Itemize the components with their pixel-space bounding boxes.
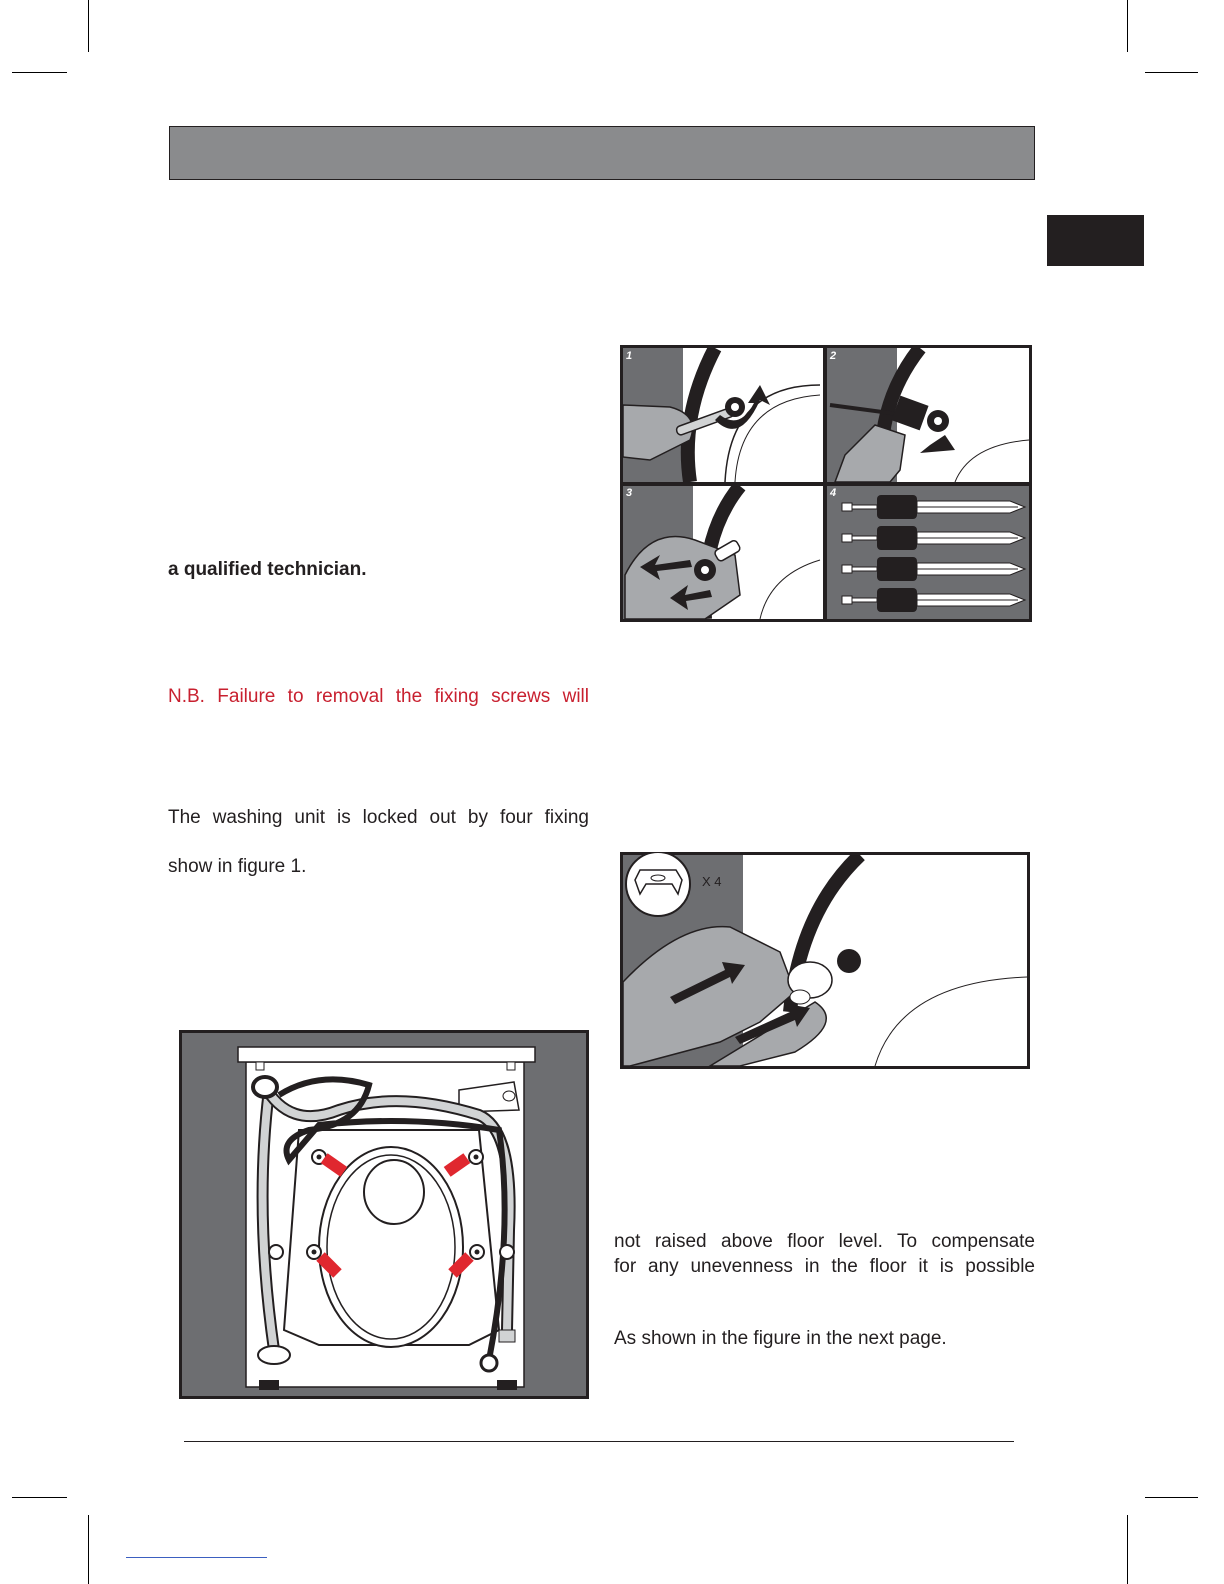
step-label-4: 4 <box>830 487 837 499</box>
step-label-3: 3 <box>626 487 633 499</box>
screw-removal-steps-illustration <box>620 345 1032 622</box>
rear-view-figure <box>179 1030 589 1399</box>
step-2-panel <box>827 348 1029 482</box>
step-label-1: 1 <box>626 350 633 362</box>
cap-detail-inset <box>626 852 690 916</box>
cap-insertion-illustration <box>620 852 1030 1069</box>
crop-mark <box>1127 1515 1128 1584</box>
figure-reference: show in figure 1. <box>168 856 307 877</box>
warning-note: N.B. Failure to removal the fixing screws will <box>168 686 589 707</box>
step-label-2: 2 <box>830 350 837 362</box>
section-header-bar <box>169 126 1035 180</box>
cap-quantity-label: X 4 <box>702 874 722 889</box>
language-side-tab <box>1047 215 1144 266</box>
level-paragraph-line-1: not raised above floor level. To compensate <box>614 1231 1035 1252</box>
cap-insertion-figure <box>620 852 1030 1069</box>
next-page-note: As shown in the figure in the next page. <box>614 1328 947 1349</box>
crop-mark <box>88 1515 89 1584</box>
crop-mark <box>88 0 89 52</box>
crop-mark <box>12 1497 67 1498</box>
footer-rule <box>184 1441 1014 1442</box>
crop-mark <box>1145 1497 1198 1498</box>
step-3-panel <box>623 486 823 619</box>
crop-mark <box>12 72 67 73</box>
technician-note: a qualified technician. <box>168 559 367 580</box>
locked-paragraph: The washing unit is locked out by four fixing <box>168 807 589 828</box>
rear-view-illustration <box>179 1030 589 1399</box>
crop-mark <box>1145 72 1198 73</box>
screw-removal-steps-figure <box>620 345 1032 622</box>
step-1-panel <box>623 348 823 482</box>
level-paragraph-line-2: for any unevenness in the floor it is possible <box>614 1256 1035 1277</box>
step-4-panel <box>827 486 1029 619</box>
footer-link-underline <box>126 1557 267 1558</box>
crop-mark <box>1127 0 1128 52</box>
